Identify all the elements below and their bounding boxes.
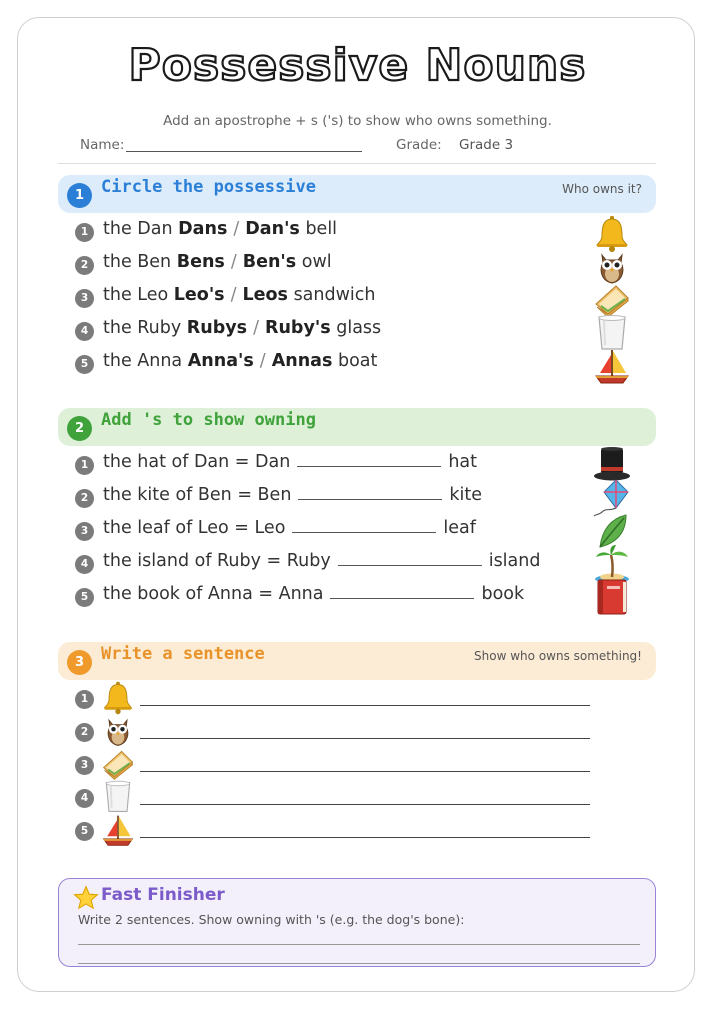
item-prefix: the hat of Dan = Dan (103, 452, 291, 472)
owl-icon (100, 713, 136, 749)
page-subtitle: Add an apostrophe + s ('s) to show who owns something. (163, 113, 552, 129)
fill-in-row (103, 551, 540, 571)
item-prefix: the Ben (103, 252, 172, 272)
grade-label: Grade: (396, 137, 442, 153)
section-3-heading: Write a sentence (101, 644, 265, 664)
item-number: 4 (75, 789, 94, 808)
section-3-hint: Show who owns something! (474, 649, 642, 663)
name-field[interactable] (126, 151, 362, 152)
item-number: 4 (75, 555, 94, 574)
choice-option-1[interactable]: Dans (178, 219, 228, 239)
choice-option-2[interactable]: Ruby's (265, 318, 331, 338)
item-number: 5 (75, 822, 94, 841)
fill-in-row (103, 485, 482, 505)
section-2-header (58, 408, 656, 446)
sentence-line[interactable] (140, 705, 590, 706)
choice-option-1[interactable]: Bens (176, 252, 225, 272)
choice-option-2[interactable]: Dan's (245, 219, 300, 239)
item-noun: bell (305, 219, 338, 239)
item-noun: kite (449, 485, 483, 505)
answer-blank[interactable] (338, 551, 482, 566)
choice-separator: / (259, 351, 266, 371)
fill-in-row (103, 452, 477, 472)
sentence-line[interactable] (140, 771, 590, 772)
item-number: 2 (75, 256, 94, 275)
section-1-number: 1 (67, 183, 92, 208)
sentence-line[interactable] (140, 738, 590, 739)
item-number: 1 (75, 223, 94, 242)
section-1-header (58, 175, 656, 213)
item-number: 3 (75, 289, 94, 308)
item-number: 5 (75, 355, 94, 374)
item-number: 3 (75, 756, 94, 775)
item-number: 1 (75, 690, 94, 709)
choice-row (103, 285, 376, 305)
item-noun: sandwich (293, 285, 376, 305)
choice-row (103, 318, 381, 338)
fast-finisher-instructions: Write 2 sentences. Show owning with 's (e.g. the dog's bone): (78, 912, 465, 927)
choice-option-2[interactable]: Leos (242, 285, 288, 305)
item-prefix: the kite of Ben = Ben (103, 485, 292, 505)
glass-icon (100, 779, 136, 815)
item-prefix: the Anna (103, 351, 183, 371)
section-2-heading: Add 's to show owning (101, 410, 316, 430)
choice-option-2[interactable]: Annas (271, 351, 333, 371)
book-icon (592, 577, 632, 617)
choice-option-1[interactable]: Rubys (186, 318, 248, 338)
item-prefix: the island of Ruby = Ruby (103, 551, 331, 571)
choice-option-2[interactable]: Ben's (242, 252, 297, 272)
section-1-heading: Circle the possessive (101, 177, 316, 197)
item-number: 2 (75, 489, 94, 508)
grade-value: Grade 3 (459, 137, 514, 153)
section-3-header (58, 642, 656, 680)
item-prefix: the book of Anna = Anna (103, 584, 324, 604)
choice-separator: / (233, 219, 240, 239)
item-noun: boat (337, 351, 378, 371)
choice-row (103, 351, 377, 371)
item-number: 1 (75, 456, 94, 475)
answer-line[interactable] (78, 963, 640, 964)
choice-separator: / (230, 285, 237, 305)
answer-blank[interactable] (297, 452, 441, 467)
fill-in-row (103, 584, 524, 604)
sentence-line[interactable] (140, 804, 590, 805)
item-noun: owl (301, 252, 332, 272)
boat-icon (592, 346, 632, 386)
choice-row (103, 219, 337, 239)
fast-finisher-title: Fast Finisher (101, 885, 225, 905)
choice-separator: / (230, 252, 237, 272)
name-label: Name: (80, 137, 125, 153)
choice-option-1[interactable]: Leo's (173, 285, 225, 305)
sandwich-icon (100, 746, 136, 782)
sentence-line[interactable] (140, 837, 590, 838)
item-noun: glass (336, 318, 382, 338)
section-2-number: 2 (67, 416, 92, 441)
item-number: 2 (75, 723, 94, 742)
choice-row (103, 252, 332, 272)
fill-in-row (103, 518, 476, 538)
choice-option-1[interactable]: Anna's (187, 351, 254, 371)
boat-icon (100, 812, 136, 848)
item-number: 3 (75, 522, 94, 541)
item-prefix: the Leo (103, 285, 169, 305)
answer-blank[interactable] (292, 518, 436, 533)
star-icon (73, 885, 99, 911)
item-prefix: the Dan (103, 219, 173, 239)
page-title: Possessive Nouns (128, 40, 587, 91)
item-prefix: the Ruby (103, 318, 182, 338)
item-noun: hat (448, 452, 478, 472)
item-number: 5 (75, 588, 94, 607)
choice-separator: / (253, 318, 259, 338)
section-1-hint: Who owns it? (562, 182, 642, 196)
item-prefix: the leaf of Leo = Leo (103, 518, 286, 538)
header-divider (58, 163, 656, 164)
answer-line[interactable] (78, 944, 640, 945)
item-noun: book (481, 584, 525, 604)
bell-icon (100, 680, 136, 716)
section-3-number: 3 (67, 650, 92, 675)
item-number: 4 (75, 322, 94, 341)
item-noun: leaf (443, 518, 476, 538)
answer-blank[interactable] (330, 584, 474, 599)
fast-finisher-box (58, 878, 656, 967)
item-noun: island (488, 551, 541, 571)
answer-blank[interactable] (298, 485, 442, 500)
